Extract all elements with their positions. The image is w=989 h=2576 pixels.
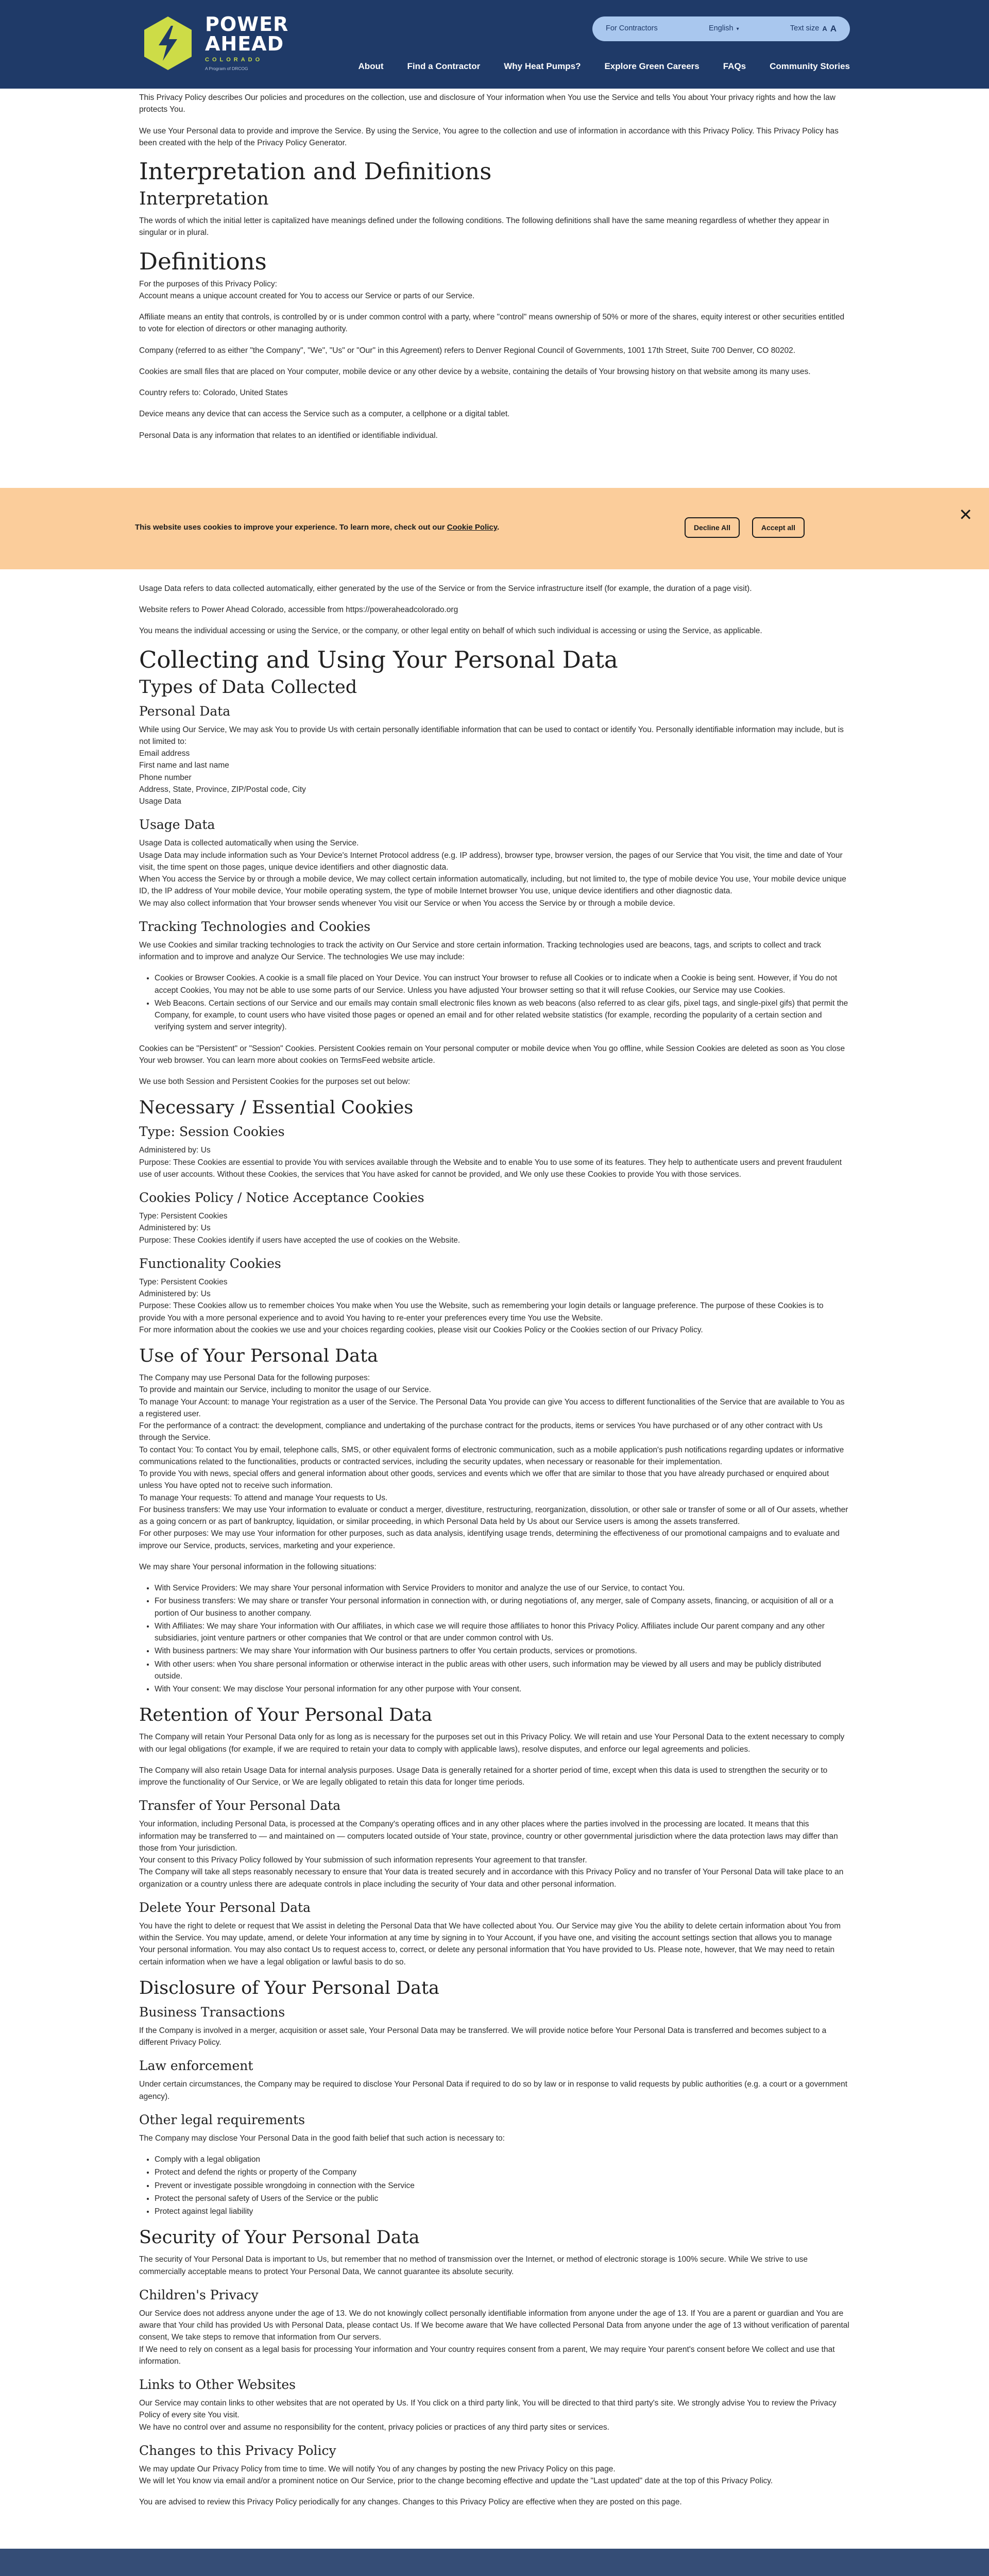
minor-heading: Personal Data <box>139 703 231 719</box>
text-size-increase-button[interactable]: A <box>830 24 837 34</box>
intro-paragraph: This Privacy Policy describes Our policies and procedures on the collection, use and disclosure of Your information when You use the Service and tells You about Your privacy rights and how the law protects You. <box>139 93 835 114</box>
paragraph: Your information, including Personal Data, is processed at the Company's operating offices and in any other places where the parties involved in the processing are located. It means that this information may be transferred to — and maintained on — computers located outside of Your state, province, country or other governmental jurisdiction where the data protection laws may differ than those from Your jurisdiction. <box>139 1820 838 1853</box>
paragraph: The Company will retain Your Personal Data only for as long as is necessary for the purposes set out in this Privacy Policy. We will retain and use Your Personal Data to the extent necessary to comply with our legal obligations (for example, if we are required to retain your data to comply with applicable laws), resolve disputes, and enforce our legal agreements and policies. <box>139 1733 845 1754</box>
cookie-banner-message: This website uses cookies to improve your experience. To learn more, check out our Cookie Policy. <box>135 522 500 532</box>
paragraph: The Company may disclose Your Personal Data in the good faith belief that such action is necessary to: <box>139 2133 505 2143</box>
definition-affiliate: Affiliate means an entity that controls, is controlled by or is under common control with a party, where "control" means ownership of 50% or more of the shares, equity interest or other securities entitled to vote for election of directors or other managing authority. <box>139 313 845 334</box>
list-item: • With business partners: We may share Your information with Our business partners to offer You certain products, services or promotions. <box>155 1645 850 1657</box>
paragraph: To manage Your requests: To attend and manage Your requests to Us. <box>139 1493 388 1502</box>
text-size-control <box>790 22 837 36</box>
minor-heading: Links to Other Websites <box>139 2377 296 2392</box>
logo-mark-icon <box>139 14 197 72</box>
definition-usage-data: Usage Data refers to data collected automatically, either generated by the use of the Service or from the Service infrastructure itself (for example, the duration of a page visit). <box>139 584 752 593</box>
list-item: • With other users: when You share personal information or otherwise interact in the public areas with other users, such information may be viewed by all users and may be publicly distributed outside. <box>155 1658 850 1683</box>
paragraph: Cookies can be "Persistent" or "Session" Cookies. Persistent Cookies remain on Your personal computer or mobile device when You go offline, while Session Cookies are deleted as soon as You close Your web browser. You can learn more about cookies on TermsFeed website article. <box>139 1044 845 1065</box>
paragraph: For business transfers: We may use Your information to evaluate or conduct a merger, divestiture, restructuring, reorganization, dissolution, or other sale or transfer of some or all of Our assets, whether as a going concern or as part of bankruptcy, liquidation, or similar proceeding, in which Personal Data held by Us about our Service users is among the assets transferred. <box>139 1505 848 1526</box>
paragraph: While using Our Service, We may ask You to provide Us with certain personally identifiable information that can be used to contact or identify You. Personally identifiable information may include, but is not limited to: <box>139 725 844 746</box>
minor-heading: Tracking Technologies and Cookies <box>139 919 371 934</box>
paragraph: Purpose: These Cookies allow us to remember choices You make when You use the Website, such as remembering your login details or language preference. The purpose of these Cookies is to provide You with a more personal experience and to avoid You having to re-enter your preferences every time You use the Website. <box>139 1301 824 1323</box>
logo-line-colorado: COLORADO <box>205 57 263 63</box>
nav-community-stories[interactable]: Community Stories <box>770 61 850 71</box>
minor-heading: Functionality Cookies <box>139 1256 281 1271</box>
intro-paragraph: We use Your Personal data to provide and improve the Service. By using the Service, You agree to the collection and use of information in accordance with this Privacy Policy. This Privacy Policy has been created with the help of the Privacy Policy Generator. <box>139 126 839 147</box>
paragraph: If We need to rely on consent as a legal basis for processing Your information and Your country requires consent from a parent, We may require Your parent's consent before We collect and use that information. <box>139 2345 835 2366</box>
privacy-policy-content <box>139 89 850 482</box>
cookie-policy-link[interactable]: Cookie Policy <box>447 522 498 532</box>
logo-line-program: A Program of DRCOG <box>205 65 248 71</box>
accept-all-button[interactable]: Accept all <box>752 517 805 538</box>
minor-heading: Other legal requirements <box>139 2112 305 2127</box>
paragraph: Administered by: Us <box>139 1290 211 1298</box>
tracking-list <box>155 972 850 1033</box>
paragraph: We have no control over and assume no responsibility for the content, privacy policies or practices of any third party sites or services. <box>139 2422 609 2432</box>
site-header <box>0 0 989 89</box>
list-item: First name and last name <box>139 761 229 770</box>
paragraph: Your consent to this Privacy Policy followed by Your submission of such information represents Your agreement to that transfer. <box>139 1856 587 1865</box>
paragraph: The words of which the initial letter is capitalized have meanings defined under the following conditions. The following definitions shall have the same meaning regardless of whether they appear in singular or in plural. <box>139 216 829 238</box>
list-item: • Web Beacons. Certain sections of our Service and our emails may contain small electronic files known as web beacons (also referred to as clear gifs, pixel tags, and single-pixel gifs) that permit the Company, for example, to count users who have visited those pages or opened an email and for other related website statistics (for example, recording the popularity of a certain section and verifying system and server integrity). <box>155 997 850 1033</box>
paragraph: To provide and maintain our Service, including to monitor the usage of our Service. <box>139 1385 431 1395</box>
power-ahead-logo[interactable] <box>139 14 288 72</box>
minor-heading: Type: Session Cookies <box>139 1124 285 1140</box>
list-item: Usage Data <box>139 797 181 806</box>
text-size-label: Text size <box>790 24 820 33</box>
minor-heading: Delete Your Personal Data <box>139 1900 311 1915</box>
minor-heading: Cookies Policy / Notice Acceptance Cookies <box>139 1190 424 1205</box>
paragraph: You are advised to review this Privacy Policy periodically for any changes. Changes to this Privacy Policy are effective when they are posted on this page. <box>139 2498 682 2507</box>
minor-heading: Changes to this Privacy Policy <box>139 2443 336 2458</box>
section-heading: Interpretation and Definitions <box>139 158 492 185</box>
paragraph: You have the right to delete or request that We assist in deleting the Personal Data that We have collected about You. Our Service may give You the ability to delete certain information about You from within the Service. You may update, amend, or delete Your information at any time by signing in to Your Account, if you have one, and visiting the account settings section that allows you to manage Your personal information. You may also contact Us to request access to, correct, or delete any personal information that You have provided to Us. Please note, however, that We may need to retain certain information when we have a legal obligation or lawful basis to do so. <box>139 1921 841 1967</box>
subsection-heading: Interpretation <box>139 189 269 209</box>
list-item: • With Affiliates: We may share Your information with Our affiliates, in which case we will require those affiliates to honor this Privacy Policy. Affiliates include Our parent company and any other subsidiaries, joint venture partners or other companies that We control or that are under common control with Us. <box>155 1620 850 1645</box>
privacy-policy-content-continued <box>139 580 850 2549</box>
list-item: • Protect and defend the rights or property of the Company <box>155 2166 850 2178</box>
site-footer <box>0 2549 989 2576</box>
definition-company: Company (referred to as either "the Company", "We", "Us" or "Our" in this Agreement) refers to Denver Regional Council of Governments, 1001 17th Street, Suite 700 Denver, CO 80202. <box>139 346 796 355</box>
paragraph: We use both Session and Persistent Cookies for the purposes set out below: <box>139 1077 411 1086</box>
list-item: • With Your consent: We may disclose Your personal information for any other purpose with Your consent. <box>155 1683 850 1695</box>
text-size-decrease-button[interactable]: A <box>822 25 827 33</box>
subsection-heading: Types of Data Collected <box>139 676 357 698</box>
paragraph: For the performance of a contract: the development, compliance and undertaking of the purchase contract for the products, items or services You have purchased or of any other contract with Us through the Service. <box>139 1421 823 1443</box>
minor-heading: Law enforcement <box>139 2058 253 2074</box>
paragraph: To contact You: To contact You by email, telephone calls, SMS, or other equivalent forms of electronic communication, such as a mobile application's push notifications regarding updates or informative communications related to the functionalities, products or contracted services, including the security updates, when necessary or reasonable for their implementation. <box>139 1445 844 1466</box>
paragraph: Administered by: Us <box>139 1224 211 1233</box>
nav-explore-green-careers[interactable]: Explore Green Careers <box>604 61 700 71</box>
paragraph: We may also collect information that Your browser sends whenever You visit our Service or when You access the Service by or through a mobile device. <box>139 899 675 908</box>
paragraph: To manage Your Account: to manage Your registration as a user of the Service. The Personal Data You provide can give You access to different functionalities of the Service that are available to You as a registered user. <box>139 1397 845 1418</box>
paragraph: When You access the Service by or through a mobile device, We may collect certain information automatically, including, but not limited to, the type of mobile device You use, Your mobile device unique ID, the IP address of Your mobile device, Your mobile operating system, the type of mobile Internet browser You use, unique device identifiers and other diagnostic data. <box>139 875 846 896</box>
utility-bar <box>592 16 850 41</box>
paragraph: Our Service may contain links to other websites that are not operated by Us. If You click on a third party link, You will be directed to that third party's site. We strongly advise You to review the Privacy Policy of every site You visit. <box>139 2399 837 2420</box>
paragraph: Usage Data may include information such as Your Device's Internet Protocol address (e.g. IP address), browser type, browser version, the pages of our Service that You visit, the time and date of Your visit, the time spent on those pages, unique device identifiers and other diagnostic data. <box>139 851 843 872</box>
paragraph: Usage Data is collected automatically when using the Service. <box>139 839 359 848</box>
definition-cookies: Cookies are small files that are placed on Your computer, mobile device or any other device by a website, containing the details of Your browsing history on that website among its many uses. <box>139 367 811 376</box>
chevron-down-icon: ▾ <box>736 26 739 32</box>
paragraph: Under certain circumstances, the Company may be required to disclose Your Personal Data if required to do so by law or in response to valid requests by public authorities (e.g. a court or a government agency). <box>139 2080 848 2101</box>
nav-why-heat-pumps[interactable]: Why Heat Pumps? <box>504 61 581 71</box>
subsection-heading: Retention of Your Personal Data <box>139 1705 433 1726</box>
paragraph: We may share Your personal information in the following situations: <box>139 1562 377 1571</box>
paragraph: Our Service does not address anyone under the age of 13. We do not knowingly collect personally identifiable information from anyone under the age of 13. If You are a parent or guardian and You are aware that Your child has provided Us with Personal Data, please contact Us. If We become aware that We have collected Personal Data from anyone under the age of 13 without verification of parental consent, We take steps to remove that information from Our servers. <box>139 2309 849 2342</box>
paragraph: The Company will take all steps reasonably necessary to ensure that Your data is treated securely and in accordance with this Privacy Policy and no transfer of Your Personal Data will take place to an organization or a country unless there are adequate controls in place including the security of Your data and other personal information. <box>139 1868 844 1889</box>
paragraph: The security of Your Personal Data is important to Us, but remember that no method of transmission over the Internet, or method of electronic storage is 100% secure. While We strive to use commercially acceptable means to protect Your Personal Data, We cannot guarantee its absolute security. <box>139 2255 808 2276</box>
definition-country: Country refers to: Colorado, United States <box>139 388 288 397</box>
definition-website: Website refers to Power Ahead Colorado, accessible from https://poweraheadcolorado.org <box>139 605 458 614</box>
main-nav <box>358 60 850 73</box>
definition-device: Device means any device that can access the Service such as a computer, a cellphone or a digital tablet. <box>139 410 510 419</box>
paragraph: Type: Persistent Cookies <box>139 1277 228 1286</box>
list-item: Phone number <box>139 773 192 782</box>
list-item: Address, State, Province, ZIP/Postal code, City <box>139 785 306 794</box>
subsection-heading: Use of Your Personal Data <box>139 1346 379 1366</box>
legal-requirements-list <box>155 2154 850 2217</box>
logo-line-ahead: AHEAD <box>205 32 284 56</box>
paragraph: The Company may use Personal Data for the following purposes: <box>139 1374 370 1382</box>
minor-heading: Usage Data <box>139 817 215 833</box>
subsection-heading: Disclosure of Your Personal Data <box>139 1977 439 1998</box>
logo-line-power: POWER <box>205 13 289 36</box>
paragraph: To provide You with news, special offers and general information about other goods, services and events which we offer that are similar to those that you have already purchased or enquired about unless You have opted not to receive such information. <box>139 1469 829 1490</box>
paragraph: If the Company is involved in a merger, acquisition or asset sale, Your Personal Data may be transferred. We will provide notice before Your Personal Data is transferred and becomes subject to a different Privacy Policy. <box>139 2026 827 2047</box>
section-heading: Definitions <box>139 247 267 275</box>
definition-personal-data: Personal Data is any information that relates to an identified or identifiable individual. <box>139 431 438 440</box>
subsection-heading: Necessary / Essential Cookies <box>139 1097 414 1118</box>
close-icon[interactable]: ✕ <box>959 505 973 524</box>
minor-heading: Children's Privacy <box>139 2287 259 2302</box>
list-item: Email address <box>139 749 190 758</box>
paragraph: We will let You know via email and/or a prominent notice on Our Service, prior to the change becoming effective and update the "Last updated" date at the top of this Privacy Policy. <box>139 2477 773 2485</box>
cookie-banner-text: This website uses cookies to improve your experience. To learn more, check out our <box>135 522 445 532</box>
paragraph: For other purposes: We may use Your information for other purposes, such as data analysis, identifying usage trends, determining the effectiveness of our promotional campaigns and to evaluate and improve our Service, products, services, marketing and your experience. <box>139 1529 840 1550</box>
paragraph: For more information about the cookies we use and your choices regarding cookies, please visit our Cookies Policy or the Cookies section of our Privacy Policy. <box>139 1325 703 1334</box>
paragraph: We use Cookies and similar tracking technologies to track the activity on Our Service and store certain information. Tracking technologies used are beacons, tags, and scripts to collect and track information and to improve and analyze Our Service. The technologies We use may include: <box>139 940 821 961</box>
minor-heading: Transfer of Your Personal Data <box>139 1798 341 1814</box>
subsection-heading: Security of Your Personal Data <box>139 2227 420 2248</box>
definition-account: Account means a unique account created for You to access our Service or parts of our Service. <box>139 291 475 300</box>
nav-about[interactable]: About <box>358 61 384 71</box>
list-item: • Comply with a legal obligation <box>155 2154 850 2165</box>
paragraph: For the purposes of this Privacy Policy: <box>139 279 277 289</box>
list-item: • Prevent or investigate possible wrongdoing in connection with the Service <box>155 2180 850 2192</box>
language-select[interactable] <box>709 23 739 35</box>
paragraph: Administered by: Us <box>139 1146 211 1155</box>
list-item: • Protect against legal liability <box>155 2206 850 2217</box>
paragraph: Purpose: These Cookies identify if users have accepted the use of cookies on the Website. <box>139 1235 461 1245</box>
paragraph: The Company will also retain Usage Data for internal analysis purposes. Usage Data is generally retained for a shorter period of time, except when this data is used to strengthen the security or to improve the functionality of Our Service, or We are legally obligated to retain this data for longer time periods. <box>139 1766 828 1787</box>
paragraph: Type: Persistent Cookies <box>139 1212 228 1221</box>
nav-faqs[interactable]: FAQs <box>723 61 746 71</box>
list-item: • With Service Providers: We may share Your personal information with Service Providers to monitor and analyze the use of our Service, to contact You. <box>155 1582 850 1594</box>
language-label: English <box>709 24 734 33</box>
cookie-consent-banner <box>0 488 989 569</box>
list-item: • Protect the personal safety of Users of the Service or the public <box>155 2193 850 2205</box>
list-item: • For business transfers: We may share or transfer Your personal information in connection with, or during negotiations of, any merger, sale of Company assets, financing, or acquisition of all or a portion of Our business to another company. <box>155 1595 850 1619</box>
nav-find-contractor[interactable]: Find a Contractor <box>407 61 481 71</box>
decline-all-button[interactable]: Decline All <box>685 517 740 538</box>
definition-you: You means the individual accessing or using the Service, or the company, or other legal entity on behalf of which such individual is accessing or using the Service, as applicable. <box>139 626 762 636</box>
minor-heading: Business Transactions <box>139 2004 285 2020</box>
paragraph: We may update Our Privacy Policy from time to time. We will notify You of any changes by posting the new Privacy Policy on this page. <box>139 2464 616 2473</box>
paragraph: Purpose: These Cookies are essential to provide You with services available through the Website and to enable You to use some of its features. They help to authenticate users and prevent fraudulent use of user accounts. Without these Cookies, the services that You have asked for cannot be provided, and We only use these Cookies to provide You with those services. <box>139 1158 842 1179</box>
list-item: • Cookies or Browser Cookies. A cookie is a small file placed on Your Device. You can instruct Your browser to refuse all Cookies or to indicate when a Cookie is being sent. However, if You do not accept Cookies, You may not be able to use some parts of our Service. Unless you have adjusted Your browser setting so that it will refuse Cookies, our Service may use Cookies. <box>155 972 850 996</box>
for-contractors-link[interactable]: For Contractors <box>606 24 658 33</box>
share-list <box>155 1582 850 1695</box>
section-heading: Collecting and Using Your Personal Data <box>139 646 618 673</box>
